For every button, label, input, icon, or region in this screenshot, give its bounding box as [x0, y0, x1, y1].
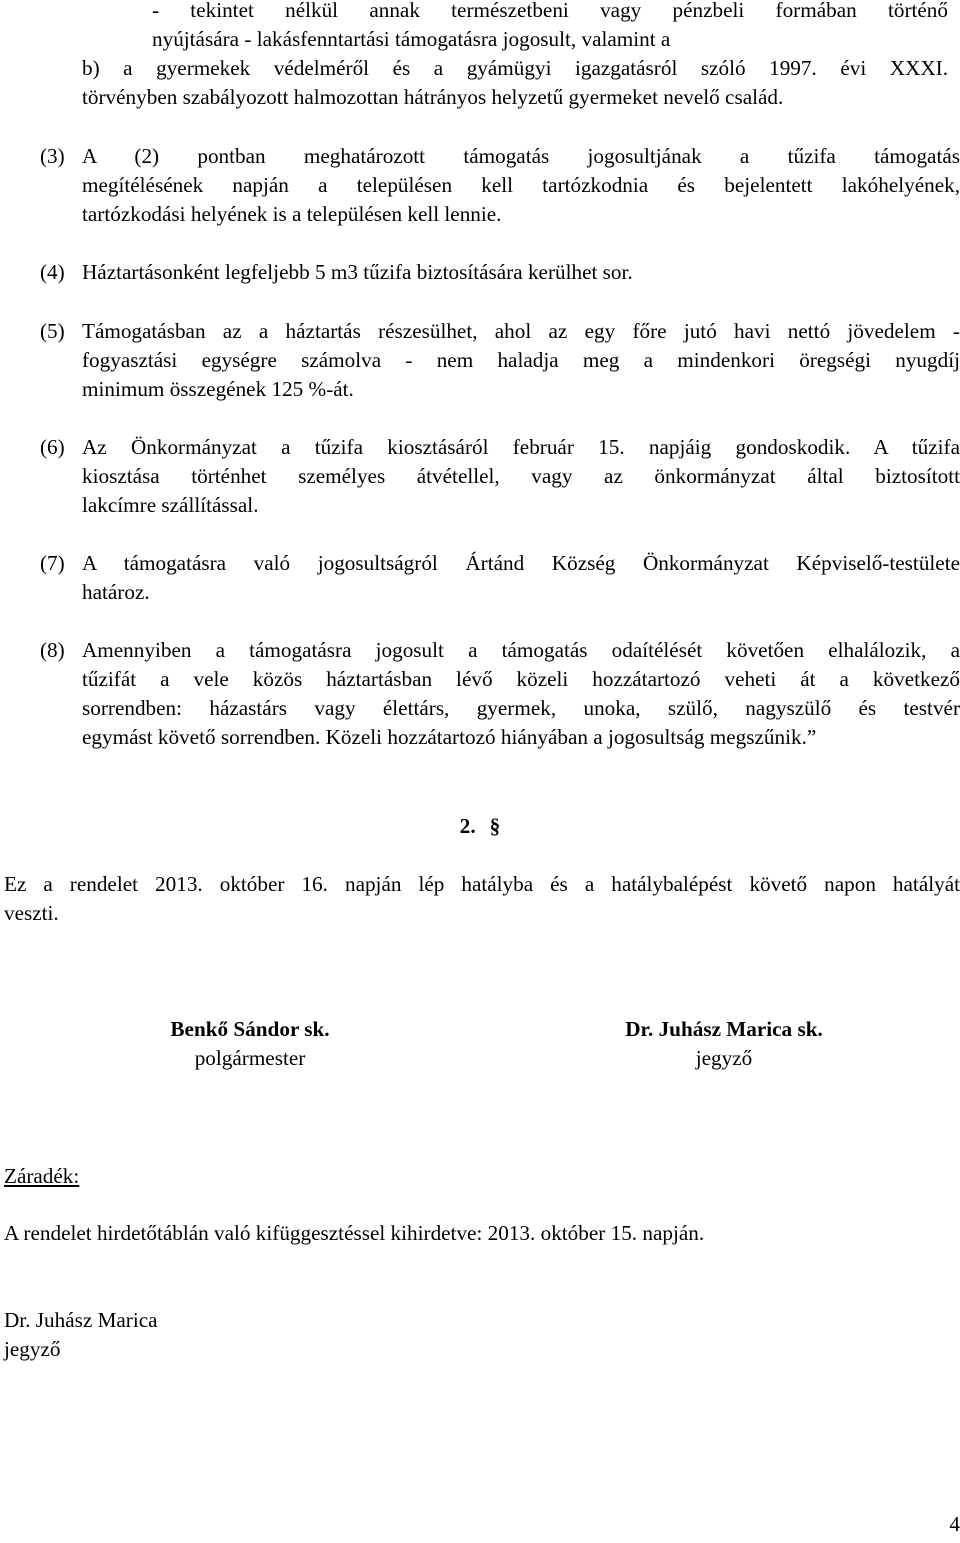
intro-line-1: - tekintet nélkül annak természetbeni vagy pénzbeli formában történő	[152, 0, 948, 22]
paragraph-3	[40, 142, 960, 229]
paragraph-7	[40, 549, 960, 607]
paragraph-number: (7)	[40, 551, 65, 575]
paragraph-number: (5)	[40, 319, 65, 343]
paragraph-number: (4)	[40, 260, 65, 284]
clause-text	[4, 1219, 954, 1248]
paragraph-number: (3)	[40, 144, 65, 168]
effective-line-1: Ez a rendelet 2013. október 16. napján lép hatályba és a hatálybalépést követő napon hatályát	[4, 872, 960, 896]
intro-block-b	[82, 54, 948, 112]
clause-signer-name: Dr. Juhász Marica	[4, 1308, 158, 1332]
paragraph-line: kiosztása történhet személyes átvétellel, vagy az önkormányzat által biztosított	[82, 464, 960, 488]
page-number-text: 4	[949, 1512, 960, 1536]
intro-line-3: b) a gyermekek védelméről és a gyámügyi igazgatásról szóló 1997. évi XXXI.	[82, 56, 948, 80]
section-heading	[380, 812, 580, 841]
paragraph-line: sorrendben: házastárs vagy élettárs, gyermek, unoka, szülő, nagyszülő és testvér	[82, 696, 960, 720]
paragraph-line: Amennyiben a támogatásra jogosult a támogatás odaítélését követően elhalálozik, a	[82, 638, 960, 662]
paragraph-line: minimum összegének 125 %-át.	[82, 377, 354, 401]
paragraph-line: lakcímre szállítással.	[82, 493, 259, 517]
clause-heading-text: Záradék:	[4, 1164, 80, 1188]
paragraph-line: megítélésének napján a településen kell tartózkodnia és bejelentett lakóhelyének,	[82, 173, 960, 197]
paragraph-line: tűzifát a vele közös háztartásban lévő közeli hozzátartozó veheti át a következő	[82, 667, 960, 691]
paragraph-line: A (2) pontban meghatározott támogatás jogosultjának a tűzifa támogatás	[82, 144, 960, 168]
paragraph-line: Az Önkormányzat a tűzifa kiosztásáról február 15. napjáig gondoskodik. A tűzifa	[82, 435, 960, 459]
intro-block	[152, 0, 948, 54]
effective-block	[4, 870, 960, 928]
section-number: 2.	[459, 814, 476, 838]
signature-title: jegyző	[695, 1046, 753, 1070]
paragraph-line: fogyasztási egységre számolva - nem haladja meg a mindenkori öregségi nyugdíj	[82, 348, 960, 372]
clause-text-line: A rendelet hirdetőtáblán való kifüggesztéssel kihirdetve: 2013. október 15. napján.	[4, 1221, 705, 1245]
signature-right	[574, 1015, 874, 1073]
page-number	[940, 1510, 960, 1539]
paragraph-line: tartózkodási helyének is a településen kell lennie.	[82, 202, 502, 226]
paragraph-line: Háztartásonként legfeljebb 5 m3 tűzifa biztosítására kerülhet sor.	[82, 260, 633, 284]
signature-title: polgármester	[194, 1046, 306, 1070]
paragraph-4	[40, 258, 960, 287]
paragraph-6	[40, 433, 960, 520]
section-symbol: §	[489, 814, 501, 838]
paragraph-line: határoz.	[82, 580, 150, 604]
paragraph-line: egymást követő sorrendben. Közeli hozzátartozó hiányában a jogosultság megszűnik.”	[82, 725, 817, 749]
intro-line-2: nyújtására - lakásfenntartási támogatásra jogosult, valamint a	[152, 27, 671, 51]
signature-name: Benkő Sándor sk.	[170, 1017, 330, 1041]
paragraph-line: Támogatásban az a háztartás részesülhet, ahol az egy főre jutó havi nettó jövedelem -	[82, 319, 960, 343]
signature-name: Dr. Juhász Marica sk.	[625, 1017, 823, 1041]
effective-line-2: veszti.	[4, 901, 59, 925]
paragraph-line: A támogatásra való jogosultságról Ártánd Község Önkormányzat Képviselő-testülete	[82, 551, 960, 575]
paragraph-5	[40, 317, 960, 404]
intro-line-4: törvényben szabályozott halmozottan hátrányos helyzetű gyermeket nevelő család.	[82, 85, 784, 109]
clause-heading	[4, 1162, 79, 1191]
clause-signer	[4, 1306, 158, 1364]
paragraph-number: (6)	[40, 435, 65, 459]
clause-signer-title: jegyző	[4, 1337, 61, 1361]
paragraph-8	[40, 636, 960, 752]
paragraph-number: (8)	[40, 638, 65, 662]
signature-left	[120, 1015, 380, 1073]
